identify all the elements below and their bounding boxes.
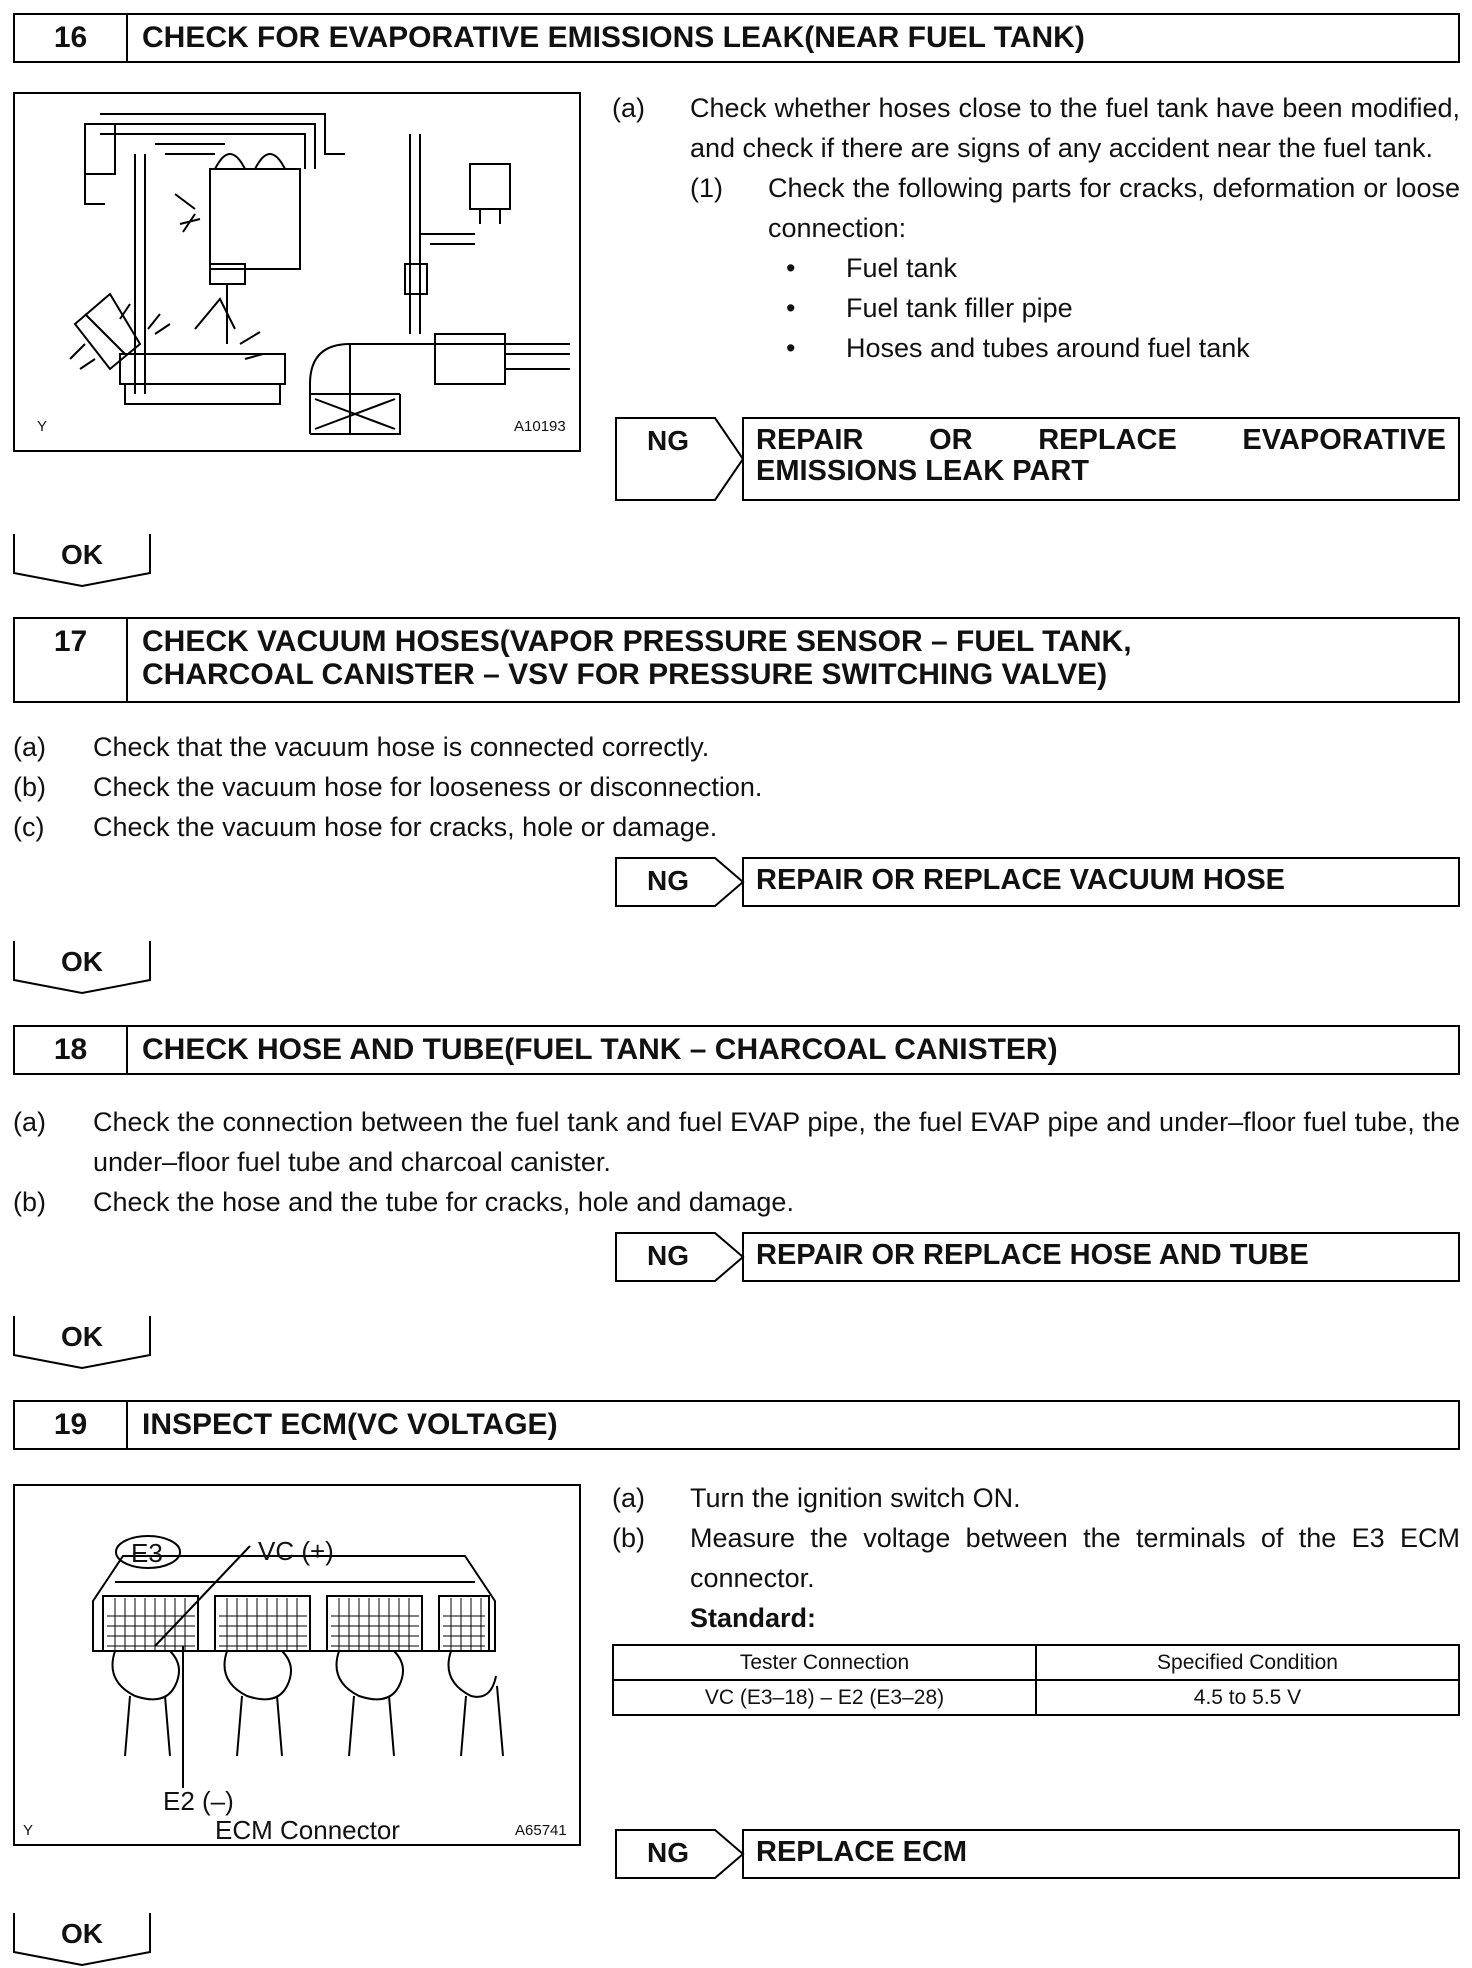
item-a [13, 1102, 1460, 1182]
item-a [612, 1478, 1460, 1518]
item-text: Check the vacuum hose for looseness or disconnection. [93, 772, 763, 802]
ng-label: NG [647, 1240, 689, 1271]
step-17-instructions [13, 727, 1460, 847]
item-c [13, 807, 1460, 847]
item-label: (a) [612, 1483, 645, 1513]
step-title: INSPECT ECM(VC VOLTAGE) [142, 1408, 558, 1441]
figure-caption: ECM Connector [215, 1815, 400, 1845]
ng-branch [615, 417, 1460, 501]
item-b [13, 1182, 1460, 1222]
item-label: (a) [13, 732, 46, 762]
item-label: (b) [612, 1523, 645, 1553]
figure-code: A10193 [514, 418, 566, 435]
item-label: (b) [13, 772, 46, 802]
spec-table [612, 1644, 1460, 1716]
ng-result: REPAIR OR REPLACE VACUUM HOSE [742, 857, 1460, 907]
table-row [613, 1680, 1459, 1715]
figure-code: A65741 [515, 1822, 567, 1839]
item-label: (a) [13, 1107, 46, 1137]
ng-label: NG [647, 1837, 689, 1868]
ng-branch [615, 857, 1460, 907]
step-18-instructions [13, 1102, 1460, 1222]
item-label: (1) [690, 173, 723, 203]
ecm-connector-diagram [13, 1484, 581, 1846]
bullet-item [786, 328, 1460, 368]
step-16-instructions [612, 88, 1460, 368]
table-header: Specified Condition [1036, 1645, 1459, 1680]
bullet-text: Fuel tank filler pipe [846, 293, 1073, 323]
evap-system-diagram [13, 92, 581, 452]
step-number: 17 [15, 619, 128, 701]
figure-corner-label: Y [37, 418, 48, 435]
bullet-item [786, 248, 1460, 288]
step-number: 18 [15, 1027, 128, 1073]
step-title: CHECK FOR EVAPORATIVE EMISSIONS LEAK(NEAR FUEL TANK) [142, 21, 1085, 54]
ok-label: OK [61, 1918, 103, 1949]
standard-label: Standard: [690, 1603, 817, 1633]
step-16-header [13, 13, 1460, 63]
ng-result-line: REPAIR OR REPLACE EVAPORATIVE [756, 424, 1446, 456]
bullet-icon: • [786, 253, 796, 283]
vc-terminal-label: VC (+) [258, 1536, 334, 1566]
ng-result-line: EMISSIONS LEAK PART [756, 455, 1089, 487]
step-17-header [13, 617, 1460, 703]
item-text: Check whether hoses close to the fuel tank have been modified, and check if there are signs of any accident near the fuel tank. [690, 93, 1460, 163]
bullet-item [786, 288, 1460, 328]
ng-branch [615, 1232, 1460, 1282]
ng-label: NG [647, 865, 689, 896]
table-cell: VC (E3–18) – E2 (E3–28) [613, 1680, 1036, 1715]
step-18-header [13, 1025, 1460, 1075]
ok-branch [13, 1315, 151, 1369]
step-number: 19 [15, 1402, 128, 1448]
step-19-header [13, 1400, 1460, 1450]
ng-label: NG [647, 425, 689, 456]
item-text: Check the vacuum hose for cracks, hole or damage. [93, 812, 718, 842]
item-1 [690, 168, 1460, 248]
ok-branch [13, 1912, 151, 1966]
item-text: Check that the vacuum hose is connected correctly. [93, 732, 710, 762]
step-title-line: CHECK VACUUM HOSES(VAPOR PRESSURE SENSOR – FUEL TANK, [142, 625, 1132, 658]
item-a [612, 88, 1460, 168]
ng-result [742, 417, 1460, 501]
table-header-row [613, 1645, 1459, 1680]
ok-label: OK [61, 1321, 103, 1352]
ok-label: OK [61, 539, 103, 570]
ok-branch [13, 940, 151, 994]
item-text: Measure the voltage between the terminals of the E3 ECM connector. [690, 1523, 1460, 1593]
step-title: CHECK HOSE AND TUBE(FUEL TANK – CHARCOAL CANISTER) [142, 1033, 1058, 1066]
item-label: (b) [13, 1187, 46, 1217]
item-text: Check the hose and the tube for cracks, hole and damage. [93, 1187, 794, 1217]
bullet-icon: • [786, 333, 796, 363]
step-number: 16 [15, 15, 128, 61]
item-a [13, 727, 1460, 767]
bullet-icon: • [786, 293, 796, 323]
figure-corner-label: Y [23, 1822, 34, 1839]
bullet-text: Fuel tank [846, 253, 958, 283]
ok-branch [13, 533, 151, 587]
step-19-instructions [612, 1478, 1460, 1638]
ng-branch [615, 1829, 1460, 1879]
item-b [612, 1518, 1460, 1598]
e2-terminal-label: E2 (–) [163, 1786, 234, 1816]
ng-result: REPLACE ECM [742, 1829, 1460, 1879]
ok-label: OK [61, 946, 103, 977]
connector-id-label: E3 [131, 1538, 163, 1568]
evap-system-drawing [15, 94, 579, 450]
item-text: Check the connection between the fuel tank and fuel EVAP pipe, the fuel EVAP pipe and under–floor fuel tube, the under–floor fuel tube and charcoal canister. [93, 1107, 1460, 1177]
step-title-line: CHARCOAL CANISTER – VSV FOR PRESSURE SWITCHING VALVE) [142, 658, 1108, 691]
table-cell: 4.5 to 5.5 V [1036, 1680, 1459, 1715]
item-label: (c) [13, 812, 45, 842]
item-label: (a) [612, 93, 645, 123]
bullet-text: Hoses and tubes around fuel tank [846, 333, 1250, 363]
table-header: Tester Connection [613, 1645, 1036, 1680]
ng-result: REPAIR OR REPLACE HOSE AND TUBE [742, 1232, 1460, 1282]
item-text: Turn the ignition switch ON. [690, 1483, 1021, 1513]
step-title [128, 619, 1458, 701]
item-text: Check the following parts for cracks, deformation or loose connection: [768, 173, 1460, 243]
item-b [13, 767, 1460, 807]
